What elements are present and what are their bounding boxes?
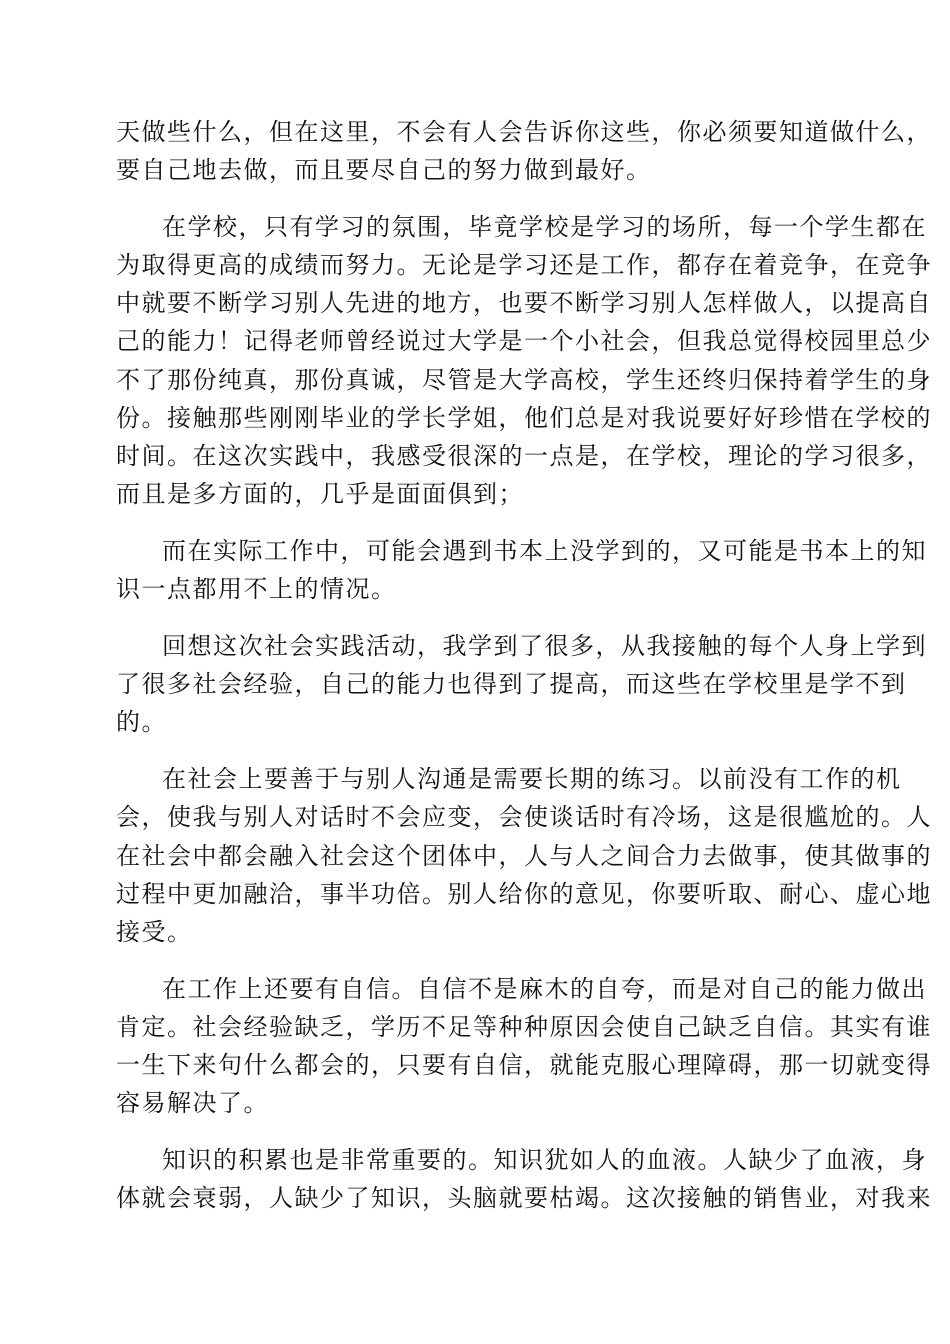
paragraph-2-line-6: 份。接触那些刚刚毕业的学长学姐，他们总是对我说要好好珍惜在学校的 (116, 404, 932, 432)
paragraph-4-line-3: 的。 (116, 708, 167, 736)
paragraph-2-line-2: 为取得更高的成绩而努力。无论是学习还是工作，都存在着竞争，在竞争 (116, 251, 932, 279)
paragraph-6-line-4: 容易解决了。 (116, 1089, 269, 1117)
paragraph-2-line-5: 不了那份纯真，那份真诚，尽管是大学高校，学生还终归保持着学生的身 (116, 366, 932, 394)
paragraph-7-line-1: 知识的积累也是非常重要的。知识犹如人的血液。人缺少了血液，身 (162, 1146, 927, 1174)
paragraph-2-line-3: 中就要不断学习别人先进的地方，也要不断学习别人怎样做人，以提高自 (116, 289, 932, 317)
paragraph-6-line-2: 肯定。社会经验缺乏，学历不足等种种原因会使自己缺乏自信。其实有谁 (116, 1013, 932, 1041)
paragraph-7-line-2: 体就会衰弱，人缺少了知识，头脑就要枯竭。这次接触的销售业，对我来 (116, 1184, 932, 1212)
paragraph-6-line-3: 一生下来句什么都会的，只要有自信，就能克服心理障碍，那一切就变得 (116, 1051, 932, 1079)
paragraph-5-line-5: 接受。 (116, 918, 193, 946)
paragraph-3-line-1: 而在实际工作中，可能会遇到书本上没学到的，又可能是书本上的知 (162, 537, 927, 565)
paragraph-2-line-4: 己的能力！记得老师曾经说过大学是一个小社会，但我总觉得校园里总少 (116, 327, 932, 355)
paragraph-5-line-3: 在社会中都会融入社会这个团体中，人与人之间合力去做事，使其做事的 (116, 842, 932, 870)
paragraph-4-line-2: 了很多社会经验，自己的能力也得到了提高，而这些在学校里是学不到 (116, 670, 907, 698)
paragraph-2-line-1: 在学校，只有学习的氛围，毕竟学校是学习的场所，每一个学生都在 (162, 213, 927, 241)
paragraph-2-line-8: 而且是多方面的，几乎是面面俱到； (116, 480, 524, 508)
paragraph-4-line-1: 回想这次社会实践活动，我学到了很多，从我接触的每个人身上学到 (162, 632, 927, 660)
paragraph-1-line-2: 要自己地去做，而且要尽自己的努力做到最好。 (116, 156, 652, 184)
paragraph-6-line-1: 在工作上还要有自信。自信不是麻木的自夸，而是对自己的能力做出 (162, 975, 927, 1003)
paragraph-5-line-1: 在社会上要善于与别人沟通是需要长期的练习。以前没有工作的机 (162, 765, 902, 793)
paragraph-1-line-1: 天做些什么，但在这里，不会有人会告诉你这些，你必须要知道做什么， (116, 118, 932, 146)
paragraph-5-line-2: 会，使我与别人对话时不会应变，会使谈话时有冷场，这是很尴尬的。人 (116, 803, 932, 831)
paragraph-2-line-7: 时间。在这次实践中，我感受很深的一点是，在学校，理论的学习很多， (116, 442, 932, 470)
paragraph-5-line-4: 过程中更加融洽，事半功倍。别人给你的意见，你要听取、耐心、虚心地 (116, 880, 932, 908)
paragraph-3-line-2: 识一点都用不上的情况。 (116, 575, 397, 603)
